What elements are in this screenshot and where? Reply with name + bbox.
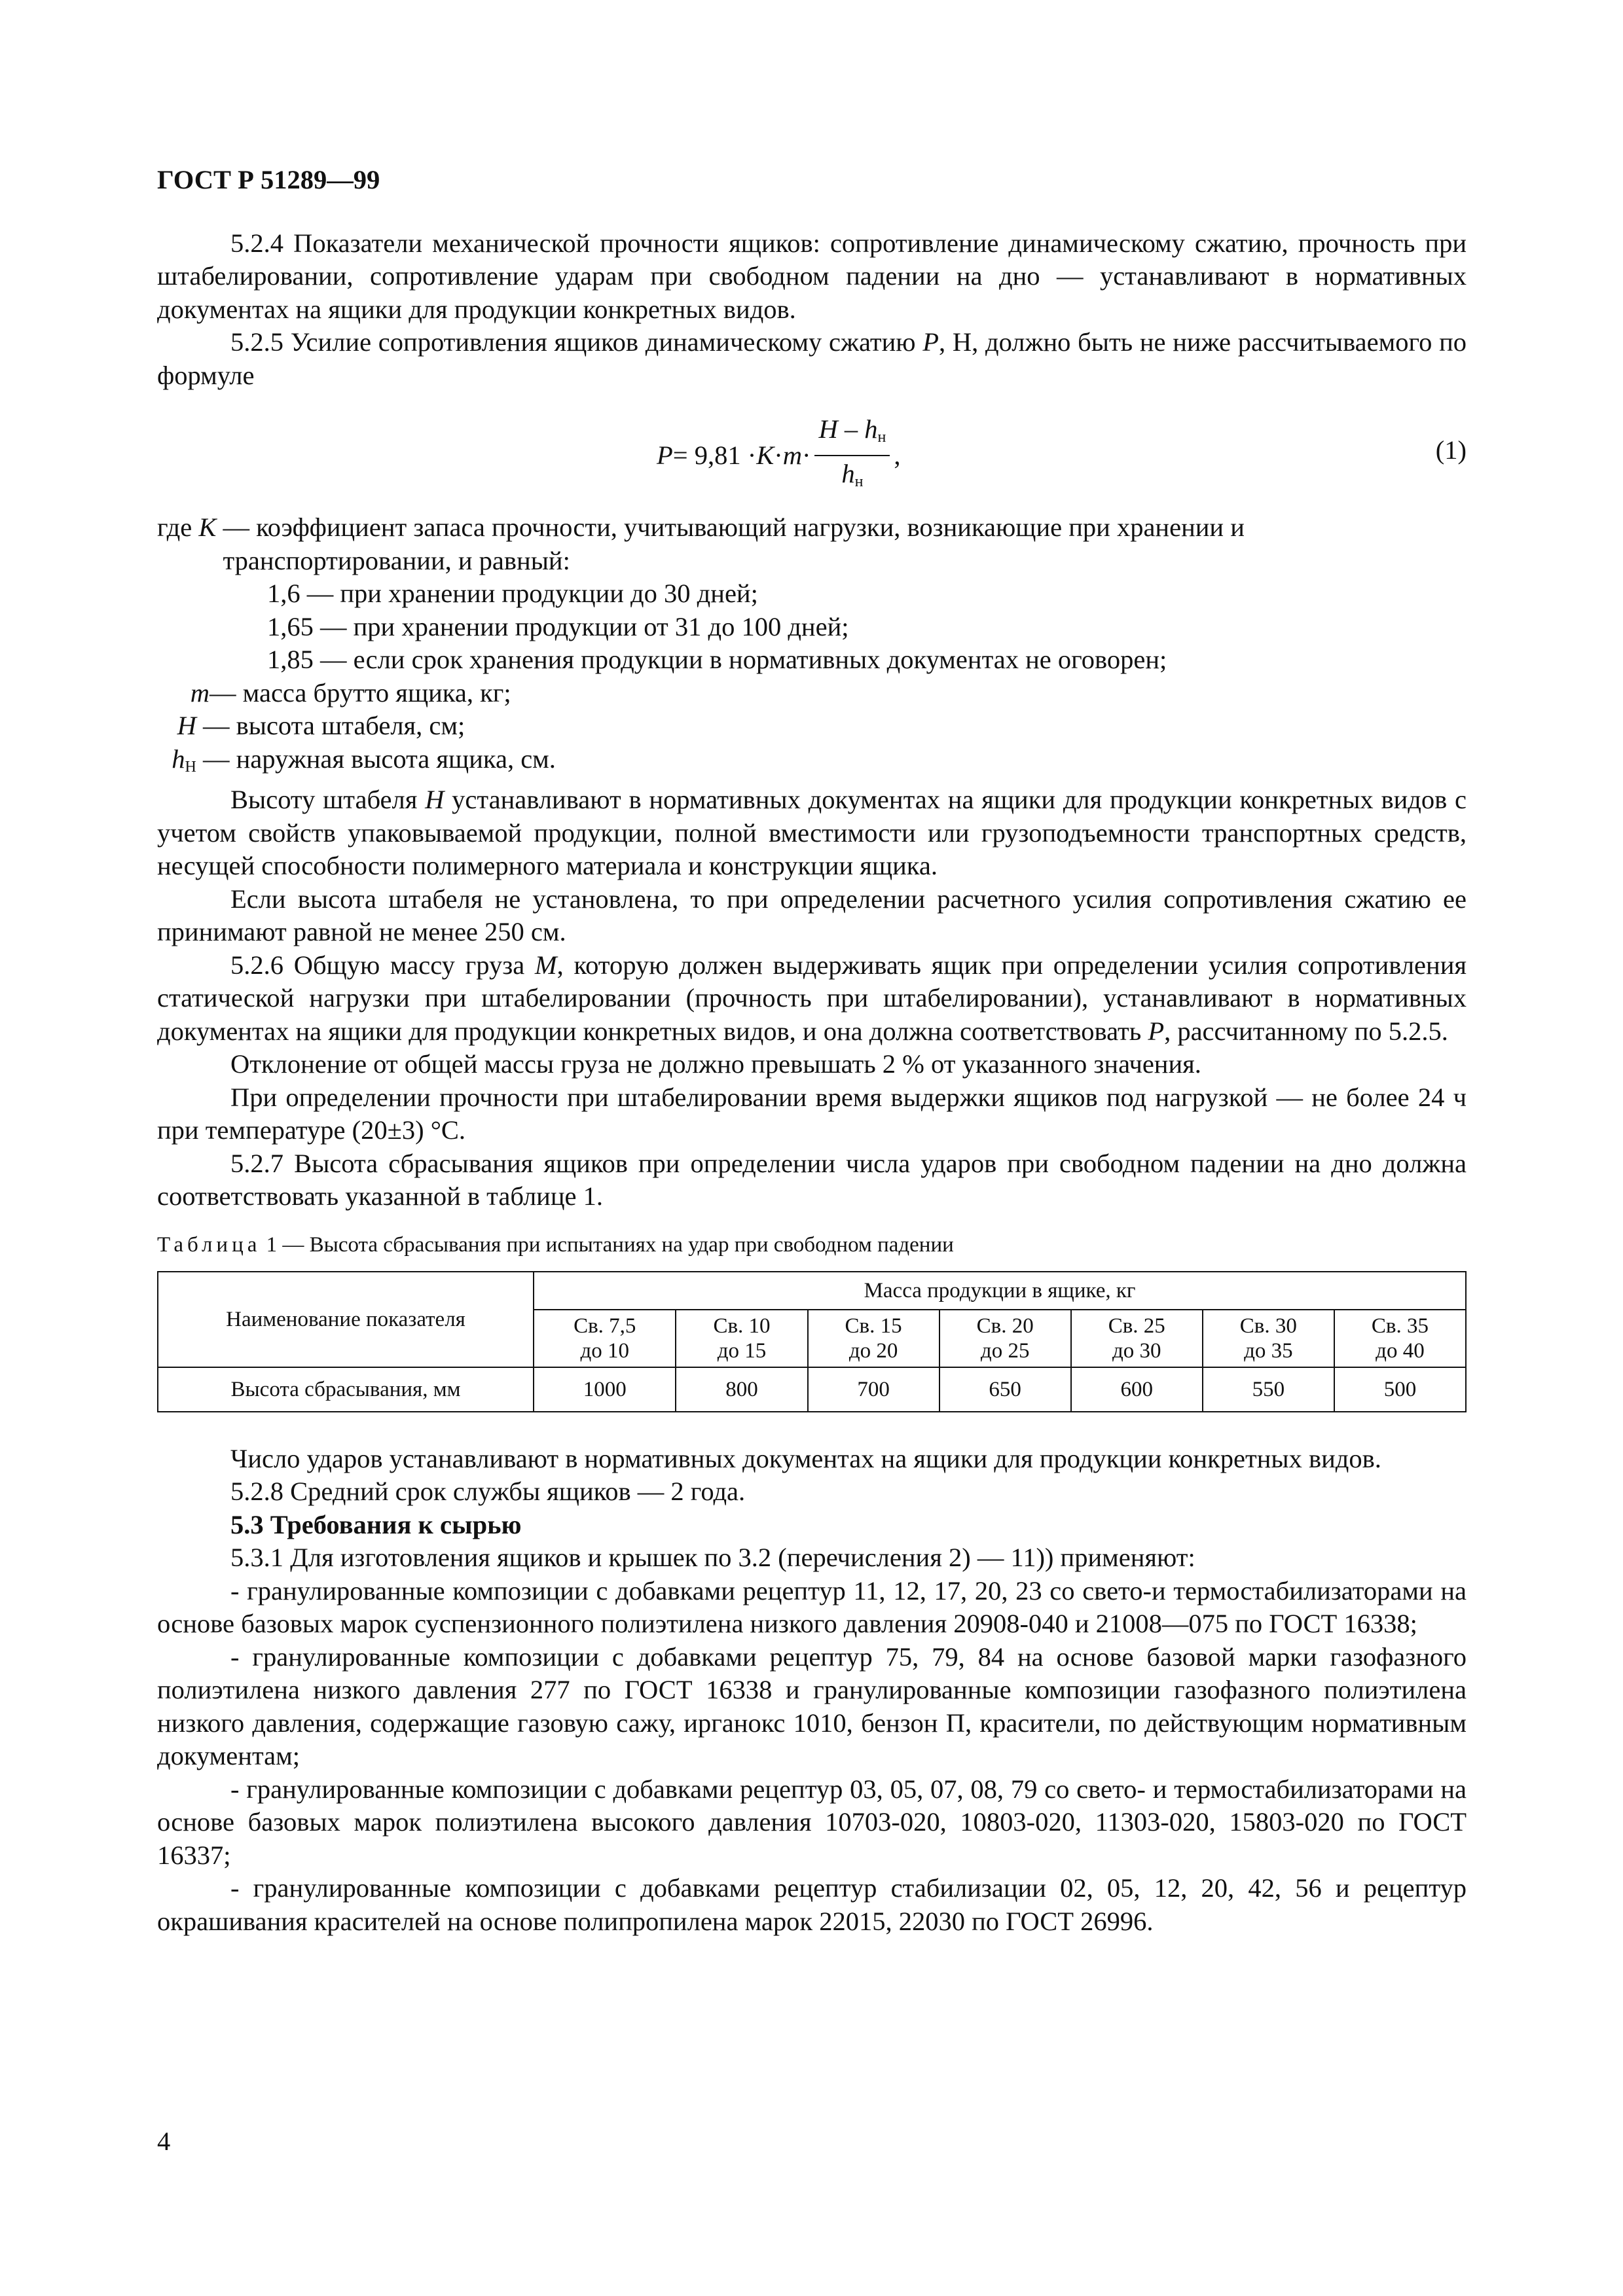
table-cell: 600 bbox=[1071, 1367, 1203, 1412]
table-cell: 500 bbox=[1334, 1367, 1466, 1412]
table-header-row bbox=[158, 1272, 1466, 1310]
formula-number: (1) bbox=[1435, 435, 1467, 465]
definition-k-item: 1,85 — если срок хранения продукции в нормативных документах не оговорен; bbox=[267, 645, 1167, 674]
definition-k: где K — коэффициент запаса прочности, учитывающий нагрузки, возникающие при хранении и транспортировании, и равный: bbox=[157, 512, 1245, 575]
formula-fraction bbox=[814, 414, 890, 497]
definition-m: m — масса брутто ящика, кг; bbox=[190, 677, 511, 708]
formula-expression: P = 9,81 · K · m · $\frac{H - h_н}{h_н}$ , bbox=[657, 414, 900, 497]
paragraph-number-of-drops: Число ударов устанавливают в нормативных документах на ящики для продукции конкретных видов. bbox=[230, 1443, 1381, 1473]
paragraph-deviation: Отклонение от общей массы груза не должно превышать 2 % от указанного значения. bbox=[230, 1049, 1201, 1079]
fraction-denominator: $h_н$ bbox=[841, 459, 864, 490]
fraction-numerator: H – $h_н$ bbox=[814, 414, 890, 456]
table-column-header: Св. 7,5 до 10 bbox=[534, 1310, 676, 1367]
table-header-name: Наименование показателя bbox=[158, 1272, 534, 1367]
table-column-header: Св. 30 до 35 bbox=[1203, 1310, 1334, 1367]
definition-k-item: 1,65 — при хранении продукции от 31 до 100 дней; bbox=[267, 611, 849, 641]
list-item: - гранулированные композиции с добавками рецептур 03, 05, 07, 08, 79 со свето- и термостабилизаторами на основе базовых марок полиэтилена высокого давления 10703-020, 10803-020, 11303-020, 15803-020 по ГОСТ 16337; bbox=[157, 1774, 1467, 1870]
paragraph-5-2-5: 5.2.5 Усилие сопротивления ящиков динамическому сжатию P, Н, должно быть не ниже рассчитываемого по формуле bbox=[157, 327, 1467, 390]
definition-hn: $h_Н$ — наружная высота ящика, см. bbox=[172, 744, 556, 776]
table-row bbox=[158, 1367, 1466, 1412]
table-column-header: Св. 15 до 20 bbox=[808, 1310, 939, 1367]
table-row-label: Высота сбрасывания, мм bbox=[158, 1367, 534, 1412]
paragraph-stack-height: Высоту штабеля H устанавливают в нормативных документах на ящики для продукции конкретных видов с учетом свойств упаковываемой продукции, полной вместимости или грузоподъемности транспортных средств, несущей способности полимерного материала и конструкции ящика. bbox=[157, 785, 1467, 880]
document-header: ГОСТ Р 51289—99 bbox=[157, 165, 380, 194]
table-column-header: Св. 25 до 30 bbox=[1071, 1310, 1203, 1367]
paragraph-5-2-6: 5.2.6 Общую массу груза M, которую должен выдерживать ящик при определении усилия сопротивления статической нагрузки при штабелировании (прочность при штабелировании), устанавливают в нормативных документах на ящики для продукции конкретных видов, и она должна соответствовать P, рассчитанному по 5.2.5. bbox=[157, 950, 1467, 1046]
table-header-group: Масса продукции в ящике, кг bbox=[534, 1272, 1466, 1310]
definition-k-item: 1,6 — при хранении продукции до 30 дней; bbox=[267, 579, 758, 608]
table-column-header: Св. 20 до 25 bbox=[939, 1310, 1071, 1367]
table-cell: 1000 bbox=[534, 1367, 676, 1412]
page-number: 4 bbox=[157, 2126, 171, 2156]
section-title-5-3: 5.3 Требования к сырью bbox=[230, 1509, 522, 1539]
list-item: - гранулированные композиции с добавками рецептур 11, 12, 17, 20, 23 со свето-и термостабилизаторами на основе базовых марок суспензионного полиэтилена низкого давления 20908-040 и 21008—075 по ГОСТ 16338; bbox=[157, 1575, 1467, 1638]
document-page bbox=[157, 164, 1467, 1938]
definition-h: H — высота штабеля, см; bbox=[177, 711, 465, 740]
table-cell: 700 bbox=[808, 1367, 939, 1412]
list-item: - гранулированные композиции с добавками рецептур 75, 79, 84 на основе базовой марки газофазного полиэтилена низкого давления 277 по ГОСТ 16338 и гранулированные композиции газофазного полиэтилена низкого давления, содержащие газовую сажу, ирганокс 1010, бензон П, красители, по действующим нормативным документам; bbox=[157, 1641, 1467, 1770]
table-cell: 550 bbox=[1203, 1367, 1334, 1412]
paragraph-5-2-4: 5.2.4 Показатели механической прочности ящиков: сопротивление динамическому сжатию, прочность при штабелировании, сопротивление ударам при свободном падении на дно — устанавливают в нормативных документах на ящики для продукции конкретных видов. bbox=[157, 228, 1467, 324]
table-cell: 650 bbox=[939, 1367, 1071, 1412]
table-caption: Таблица 1 — Высота сбрасывания при испытаниях на удар при свободном падении bbox=[157, 1232, 954, 1257]
drop-height-table bbox=[157, 1271, 1467, 1412]
paragraph-stacking-time: При определении прочности при штабелировании время выдержки ящиков под нагрузкой — не более 24 ч при температуре (20±3) °С. bbox=[157, 1082, 1467, 1145]
table-column-header: Св. 35 до 40 bbox=[1334, 1310, 1466, 1367]
list-item: - гранулированные композиции с добавками рецептур стабилизации 02, 05, 12, 20, 42, 56 и рецептур окрашивания красителей на основе полипропилена марок 22015, 22030 по ГОСТ 26996. bbox=[157, 1873, 1467, 1936]
formula-1 bbox=[157, 406, 1467, 497]
table-column-header: Св. 10 до 15 bbox=[676, 1310, 807, 1367]
paragraph-5-2-7: 5.2.7 Высота сбрасывания ящиков при определении числа ударов при свободном падении на дно должна соответствовать указанной в таблице 1. bbox=[157, 1148, 1467, 1211]
after-table-section bbox=[157, 1443, 1467, 1939]
paragraph-stack-height-default: Если высота штабеля не установлена, то при определении расчетного усилия сопротивления сжатию ее принимают равной не менее 250 см. bbox=[157, 884, 1467, 946]
formula-definitions bbox=[157, 511, 1467, 783]
paragraph-5-3-1: 5.3.1 Для изготовления ящиков и крышек по 3.2 (перечисления 2) — 11)) применяют: bbox=[230, 1543, 1195, 1572]
paragraph-5-2-8: 5.2.8 Средний срок службы ящиков — 2 года. bbox=[230, 1477, 746, 1506]
table-cell: 800 bbox=[676, 1367, 807, 1412]
